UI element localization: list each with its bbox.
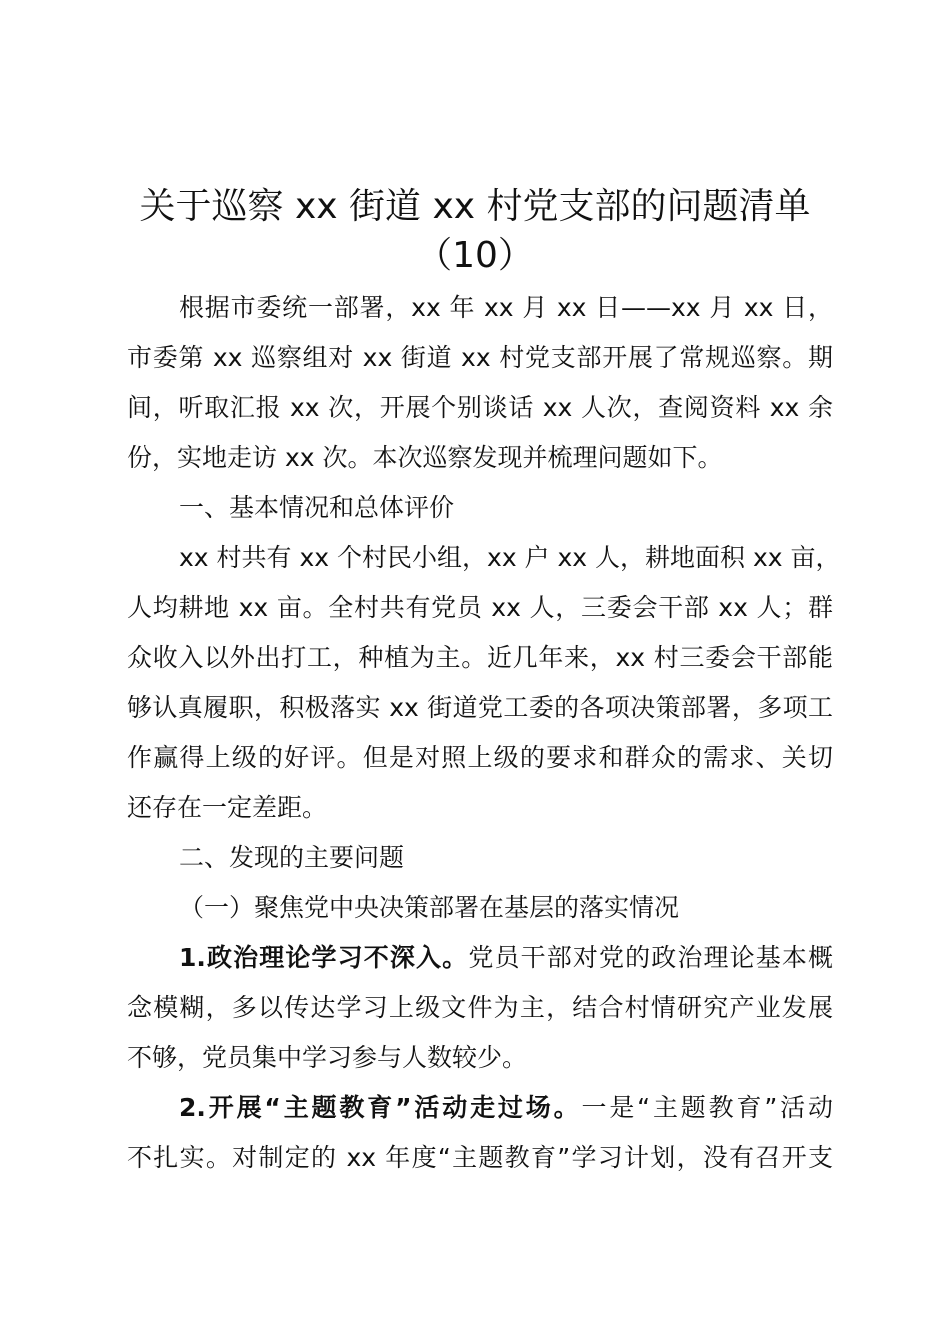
problem-item-title: 2.开展“主题教育”活动走过场。 xyxy=(179,1093,582,1122)
document-title: 关于巡察 xx 街道 xx 村党支部的问题清单 xyxy=(139,186,811,227)
paragraph-line: xx 村共有 xx 个村民小组，xx 户 xx 人，耕地面积 xx 亩， xyxy=(179,543,841,572)
problem-item-1 xyxy=(127,933,833,1083)
paragraph-line: 市委第 xx 巡察组对 xx 街道 xx 村党支部开展了常规巡察。期 xyxy=(127,343,833,372)
problem-item-first-line xyxy=(127,1083,833,1133)
section-heading-main-problems: 二、发现的主要问题 xyxy=(179,843,405,872)
subsection-heading: （一）聚焦党中央决策部署在基层的落实情况 xyxy=(179,893,680,922)
paragraph-line: 不扎实。对制定的 xx 年度“主题教育”学习计划，没有召开支 xyxy=(127,1143,833,1172)
document-body xyxy=(127,283,841,1183)
paragraph-line: 还存在一定差距。 xyxy=(127,793,328,822)
paragraph-line: 不够，党员集中学习参与人数较少。 xyxy=(127,1043,528,1072)
paragraph-line: 众收入以外出打工，种植为主。近几年来，xx 村三委会干部能 xyxy=(127,643,833,672)
problem-item-text: 党员干部对党的政治理论基本概 xyxy=(468,943,833,972)
intro-paragraph xyxy=(127,283,833,483)
basic-situation-paragraph xyxy=(127,533,841,833)
problem-item-text: 一是“主题教育”活动 xyxy=(581,1093,833,1122)
document-title-number: （10） xyxy=(416,235,534,276)
paragraph-line: 间，听取汇报 xx 次，开展个别谈话 xx 人次，查阅资料 xx 余 xyxy=(127,393,833,422)
paragraph-line: 份，实地走访 xx 次。本次巡察发现并梳理问题如下。 xyxy=(127,443,723,472)
paragraph-line: 够认真履职，积极落实 xx 街道党工委的各项决策部署，多项工 xyxy=(127,693,833,722)
paragraph-line: 根据市委统一部署，xx 年 xx 月 xx 日——xx 月 xx 日， xyxy=(179,293,833,322)
problem-item-2 xyxy=(127,1083,833,1183)
section-heading-basic-situation: 一、基本情况和总体评价 xyxy=(179,493,455,522)
paragraph-line: 人均耕地 xx 亩。全村共有党员 xx 人，三委会干部 xx 人；群 xyxy=(127,593,833,622)
problem-item-title: 1.政治理论学习不深入。 xyxy=(179,943,469,972)
paragraph-line: 作赢得上级的好评。但是对照上级的要求和群众的需求、关切 xyxy=(127,743,833,772)
paragraph-line: 念模糊，多以传达学习上级文件为主，结合村情研究产业发展 xyxy=(127,993,833,1022)
problem-item-first-line xyxy=(127,933,833,983)
